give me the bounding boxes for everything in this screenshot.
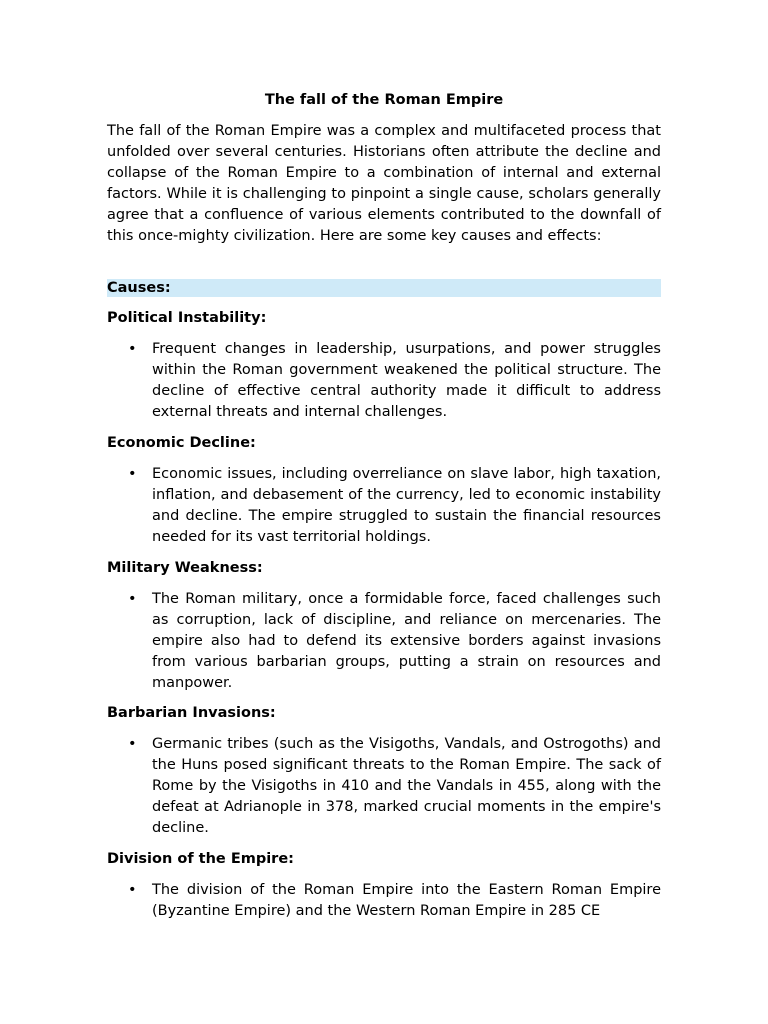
list-item-text: The division of the Roman Empire into the Eastern Roman Empire (Byzantine Empire) and the Western Roman Empire in 285 CE: [152, 882, 661, 919]
bullet-icon: •: [128, 882, 137, 898]
bullet-list: [107, 589, 661, 694]
list-item-text: Frequent changes in leadership, usurpations, and power struggles within the Roman government weakened the political structure. The decline of effective central authority made it difficult to address external threats and internal challenges.: [152, 341, 661, 420]
section-heading: Economic Decline:: [107, 435, 256, 451]
list-item-text: Germanic tribes (such as the Visigoths, Vandals, and Ostrogoths) and the Huns posed significant threats to the Roman Empire. The sack of Rome by the Visigoths in 410 and the Vandals in 455, along with the defeat at Adrianople in 378, marked crucial moments in the empire's decline.: [152, 736, 661, 836]
list-item: [107, 589, 661, 694]
list-item: [107, 339, 661, 423]
section-heading: Political Instability:: [107, 310, 267, 326]
bullet-list: [107, 339, 661, 423]
list-item-text: Economic issues, including overreliance on slave labor, high taxation, inflation, and debasement of the currency, led to economic instability and decline. The empire struggled to sustain the financial resources needed for its vast territorial holdings.: [152, 466, 661, 545]
list-item: [107, 464, 661, 548]
bullet-icon: •: [128, 466, 137, 482]
section-economic-decline: [107, 433, 661, 548]
section-heading: Barbarian Invasions:: [107, 705, 276, 721]
section-heading: Military Weakness:: [107, 560, 263, 576]
list-item: [107, 880, 661, 922]
list-item: [107, 734, 661, 839]
bullet-list: [107, 464, 661, 548]
list-item-text: The Roman military, once a formidable force, faced challenges such as corruption, lack of discipline, and reliance on mercenaries. The empire also had to defend its extensive borders against invasions from various barbarian groups, putting a strain on resources and manpower.: [152, 591, 661, 691]
bullet-list: [107, 880, 661, 922]
section-political-instability: [107, 308, 661, 423]
causes-heading: Causes:: [107, 279, 661, 297]
section-military-weakness: [107, 558, 661, 694]
section-division-of-the-empire: [107, 849, 661, 922]
bullet-icon: •: [128, 736, 137, 752]
bullet-list: [107, 734, 661, 839]
bullet-icon: •: [128, 591, 137, 607]
section-barbarian-invasions: [107, 703, 661, 839]
bullet-icon: •: [128, 341, 137, 357]
section-heading: Division of the Empire:: [107, 851, 294, 867]
intro-paragraph: The fall of the Roman Empire was a complex and multifaceted process that unfolded over several centuries. Historians often attribute the decline and collapse of the Roman Empire to a combination of internal and external factors. While it is challenging to pinpoint a single cause, scholars generally agree that a confluence of various elements contributed to the downfall of this once-mighty civilization. Here are some key causes and effects:: [107, 123, 661, 244]
document-title: The fall of the Roman Empire: [264, 92, 504, 108]
